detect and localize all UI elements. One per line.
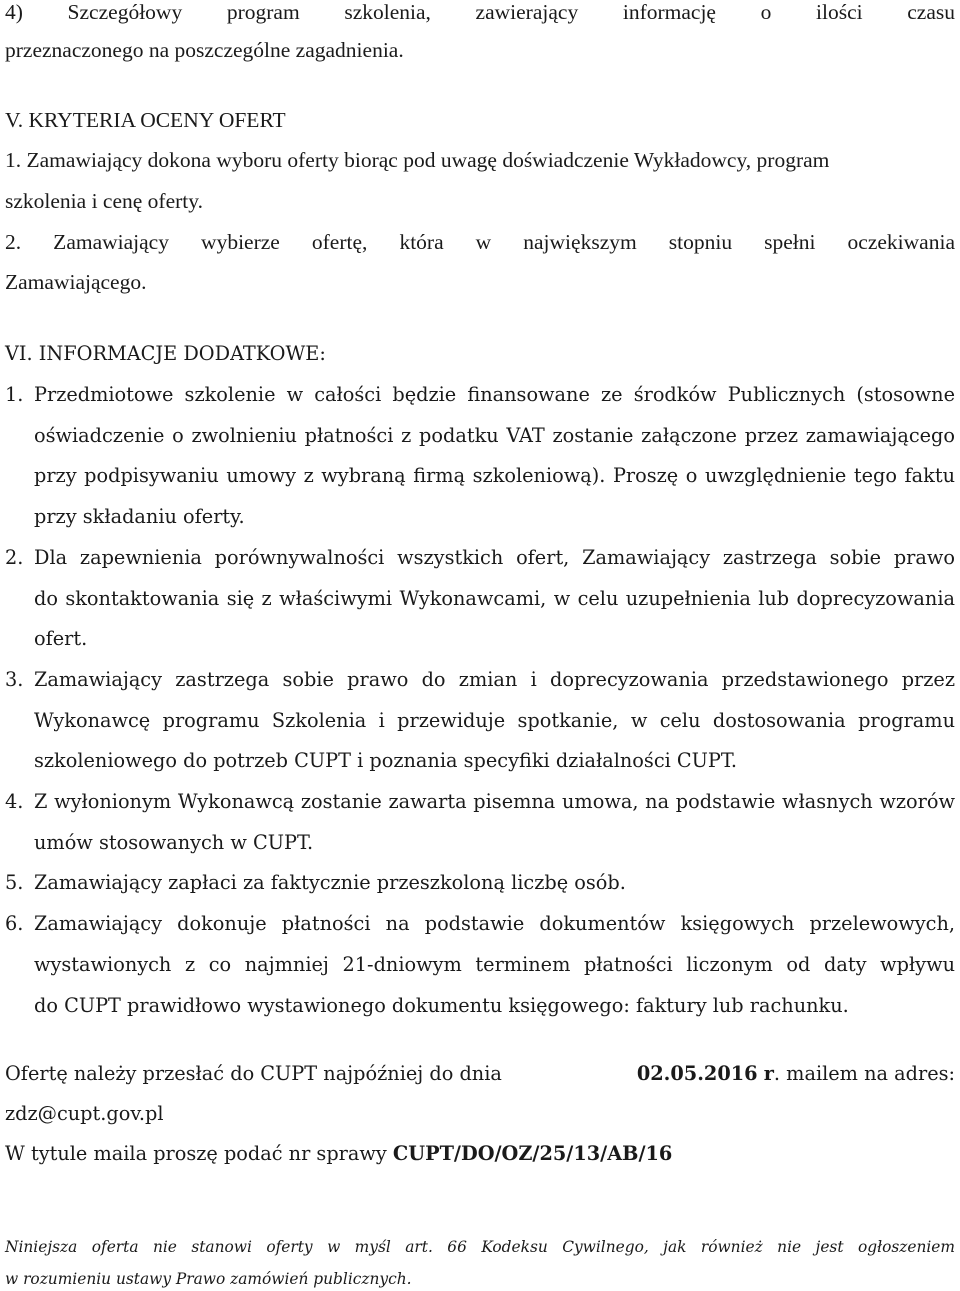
- info-item-line: Zamawiający zapłaci za faktycznie przeszkoloną liczbę osób.: [34, 871, 626, 895]
- footnote-line1: Niniejsza oferta nie stanowi oferty w myśl art. 66 Kodeksu Cywilnego, jak również nie jest ogłoszeniem: [5, 1238, 955, 1256]
- deadline-r: r: [763, 1062, 774, 1085]
- item4-line1: 4) Szczegółowy program szkolenia, zawierający informację o ilości czasu: [5, 0, 955, 24]
- info-item-line: Dla zapewnienia porównywalności wszystkich ofert, Zamawiający zastrzega sobie prawo: [34, 545, 955, 569]
- info-item-line: oświadczenie o zwolnieniu płatności z podatku VAT zostanie załączone przez zamawiającego: [34, 423, 955, 447]
- item4-line2: przeznaczonego na poszczególne zagadnienia.: [5, 38, 404, 62]
- info-item-number: 2.: [5, 545, 24, 569]
- info-item-line: Przedmiotowe szkolenie w całości będzie finansowane ze środków Publicznych (stosowne: [34, 383, 955, 406]
- submission-line1: [5, 1062, 955, 1086]
- footnote-line2: w rozumieniu ustawy Prawo zamówień publicznych.: [5, 1270, 412, 1288]
- info-item-number: 3.: [5, 667, 24, 691]
- info-item-line: wystawionych z co najmniej 21-dniowym terminem płatności liczonym od daty wpływu: [34, 952, 955, 976]
- info-item-line: Zamawiający zastrzega sobie prawo do zmian i doprecyzowania przedstawionego przez: [34, 667, 955, 691]
- section5-item1-line1: 1. Zamawiający dokona wyboru oferty biorąc pod uwagę doświadczenie Wykładowcy, program: [5, 148, 830, 172]
- info-item-line: umów stosowanych w CUPT.: [34, 830, 314, 854]
- info-item-number: 4.: [5, 790, 24, 813]
- section5-heading: V. KRYTERIA OCENY OFERT: [5, 108, 286, 132]
- info-item-number: 1.: [5, 383, 24, 406]
- info-item-line: ofert.: [34, 627, 88, 651]
- submission-tail: . mailem na adres:: [773, 1062, 955, 1085]
- info-item-line: Z wyłonionym Wykonawcą zostanie zawarta pisemna umowa, na podstawie własnych wzorów: [34, 790, 955, 813]
- submission-text: Ofertę należy przesłać do CUPT najpóźniej do dnia: [5, 1062, 502, 1085]
- info-item-line: szkoleniowego do potrzeb CUPT i poznania specyfiki działalności CUPT.: [34, 749, 738, 773]
- deadline-date: 02.05.2016: [636, 1062, 758, 1085]
- submission-line3: [5, 1142, 672, 1166]
- submission-deadline-wrap: [637, 1062, 955, 1086]
- info-item-number: 6.: [5, 912, 24, 936]
- section6-heading: VI. INFORMACJE DODATKOWE:: [5, 342, 326, 365]
- info-item-line: Zamawiający dokonuje płatności na podstawie dokumentów księgowych przelewowych,: [34, 912, 955, 936]
- info-item-line: do skontaktowania się z właściwymi Wykonawcami, w celu uzupełnienia lub doprecyzowania: [34, 586, 955, 610]
- info-item-number: 5.: [5, 871, 24, 895]
- case-number: CUPT/DO/OZ/25/13/AB/16: [392, 1142, 673, 1165]
- section5-item1-line2: szkolenia i cenę oferty.: [5, 189, 203, 213]
- info-item-line: Wykonawcę programu Szkolenia i przewiduje spotkanie, w celu dostosowania programu: [34, 708, 955, 732]
- section5-item2-line1: 2. Zamawiający wybierze ofertę, która w największym stopniu spełni oczekiwania: [5, 230, 955, 254]
- info-item-line: przy składaniu oferty.: [34, 505, 245, 529]
- email-address[interactable]: zdz@cupt.gov.pl: [5, 1102, 164, 1125]
- section5-item2-line2: Zamawiającego.: [5, 270, 147, 294]
- info-item-line: przy podpisywaniu umowy z wybraną firmą szkoleniową). Proszę o uwzględnienie tego faktu: [34, 464, 955, 488]
- info-item-line: do CUPT prawidłowo wystawionego dokumentu księgowego: faktury lub rachunku.: [34, 993, 849, 1017]
- case-number-label: W tytule maila proszę podać nr sprawy: [5, 1142, 393, 1165]
